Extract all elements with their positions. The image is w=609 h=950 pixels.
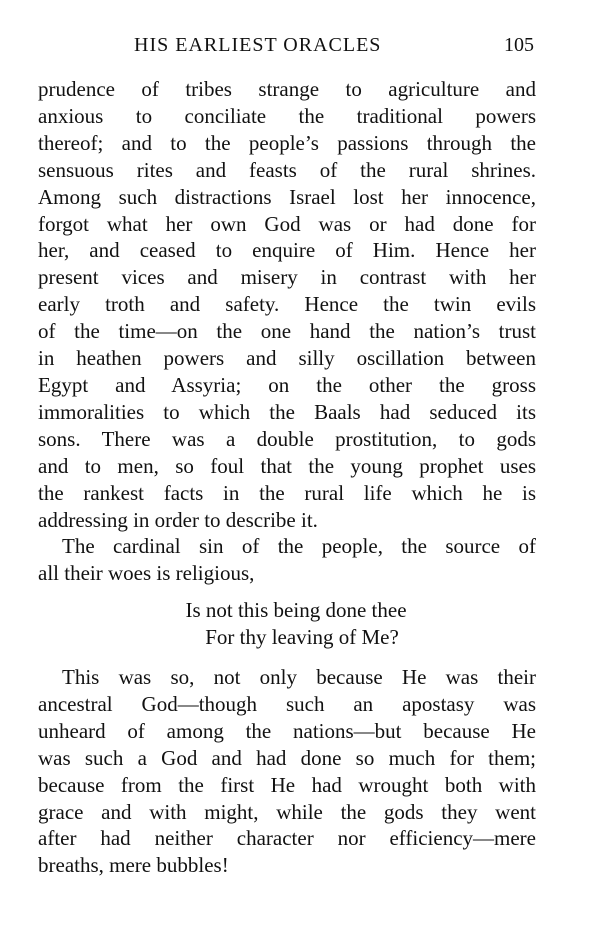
verse-line: Is not this being done thee: [185, 598, 407, 623]
text-line: immoralities to which the Baals had seduced its: [38, 399, 536, 424]
text-line: grace and with might, while the gods they went: [38, 799, 536, 824]
text-line: because from the first He had wrought both with: [38, 772, 536, 797]
text-line: forgot what her own God was or had done for: [38, 211, 536, 236]
text-line: early troth and safety. Hence the twin evils: [38, 292, 536, 317]
text-line: present vices and misery in contrast with her: [38, 265, 536, 290]
text-line: the rankest facts in the rural life which he is: [38, 480, 536, 505]
page-body: [38, 76, 536, 879]
text-line: after had neither character nor efficiency—mere: [38, 826, 536, 851]
paragraph-2: [38, 533, 536, 587]
text-line: Among such distractions Israel lost her innocence,: [38, 184, 536, 209]
text-line: sensuous rites and feasts of the rural shrines.: [38, 157, 536, 182]
text-line: was such a God and had done so much for them;: [38, 745, 536, 770]
verse-quotation: [38, 597, 536, 651]
text-line: thereof; and to the people’s passions through the: [38, 130, 536, 155]
text-line: addressing in order to describe it.: [38, 507, 318, 532]
text-line: unheard of among the nations—but because He: [38, 718, 536, 743]
text-line: in heathen powers and silly oscillation between: [38, 346, 536, 371]
text-line: and to men, so foul that the young prophet uses: [38, 453, 536, 478]
text-line: her, and ceased to enquire of Him. Hence her: [38, 238, 536, 263]
page-header: [38, 34, 538, 60]
text-line: ancestral God—though such an apostasy was: [38, 691, 536, 716]
text-line: all their woes is religious,: [38, 561, 255, 586]
verse-line: For thy leaving of Me?: [205, 625, 399, 650]
text-line: anxious to conciliate the traditional powers: [38, 103, 536, 128]
text-line: Egypt and Assyria; on the other the gross: [38, 372, 536, 397]
text-line: This was so, not only because He was their: [62, 665, 536, 690]
text-line: sons. There was a double prostitution, to gods: [38, 426, 536, 451]
text-line: prudence of tribes strange to agriculture and: [38, 77, 536, 101]
text-line: The cardinal sin of the people, the source of: [62, 534, 536, 559]
running-title: HIS EARLIEST ORACLES: [134, 34, 382, 56]
paragraph-3: [38, 664, 536, 879]
text-line: breaths, mere bubbles!: [38, 853, 229, 878]
page-number: 105: [504, 34, 534, 56]
text-line: of the time—on the one hand the nation’s trust: [38, 319, 536, 344]
paragraph-1: [38, 76, 536, 533]
